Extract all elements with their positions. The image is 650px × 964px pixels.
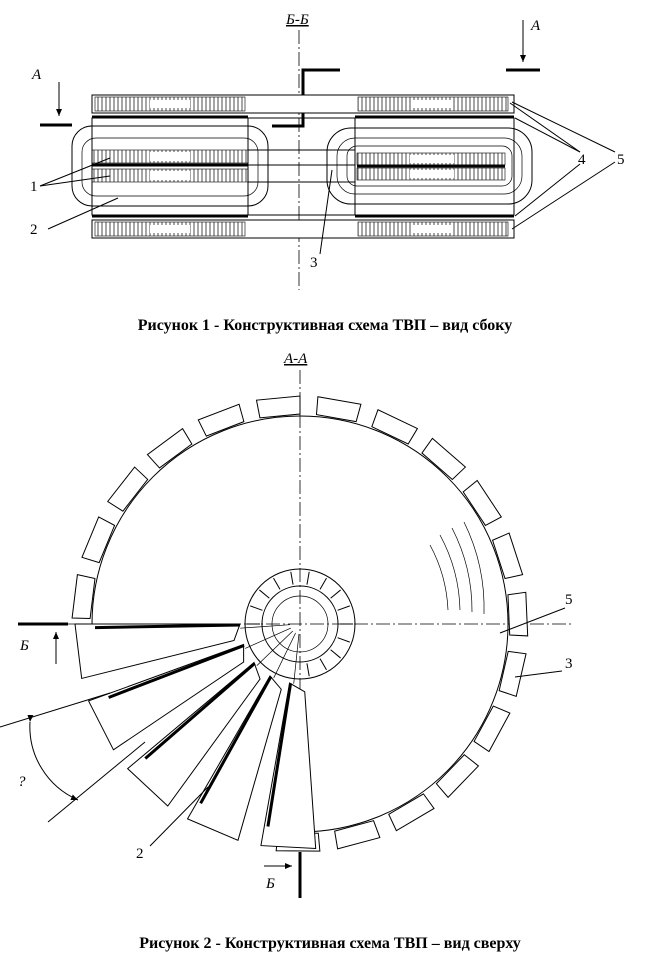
cut-label-b-left: Б	[20, 638, 29, 654]
hub-tooth	[250, 606, 262, 610]
hub-tooth	[307, 663, 309, 676]
rim-segment	[436, 755, 478, 798]
blade-spoke	[240, 625, 290, 628]
svg-text:4: 4	[578, 152, 586, 168]
svg-text:5: 5	[565, 592, 573, 608]
rim-segment	[499, 651, 526, 696]
hub-tooth	[274, 578, 281, 589]
figure-1-side-view	[30, 12, 625, 334]
svg-text:2: 2	[30, 222, 38, 238]
hub-tooth	[338, 638, 350, 642]
rim-segment	[256, 396, 300, 418]
figure-2-top-view	[0, 351, 573, 952]
blades	[75, 624, 316, 848]
rim-segment	[335, 821, 380, 849]
cut-arrow-b-bottom	[264, 852, 300, 898]
rim-segment	[72, 575, 95, 619]
hub-tooth	[320, 659, 327, 670]
view-label-a-left: А	[32, 67, 42, 83]
rim-segment	[508, 592, 528, 636]
view-arrow-a-right	[506, 18, 541, 70]
flow-arcs	[430, 522, 484, 614]
rim-segment	[493, 533, 523, 578]
hub-tooth	[307, 572, 309, 585]
svg-text:1: 1	[30, 179, 38, 195]
hub-tooth	[259, 590, 269, 598]
angle-label: ?	[18, 774, 26, 790]
svg-text:3: 3	[565, 656, 573, 672]
hub-tooth	[338, 606, 350, 610]
hub-tooth	[331, 650, 341, 658]
rim-segment	[316, 397, 360, 422]
hub-tooth	[291, 572, 293, 585]
cut-arrow-b-left	[18, 624, 68, 664]
view-arrow-a-left	[31, 67, 72, 125]
figure-1-caption: Рисунок 1 - Конструктивная схема ТВП – вид сбоку	[137, 317, 513, 334]
section-label-bb: Б-Б	[286, 12, 309, 28]
figure-2-caption: Рисунок 2 - Конструктивная схема ТВП – вид сверху	[139, 935, 521, 952]
hub-tooth	[320, 578, 327, 589]
svg-text:5: 5	[617, 152, 625, 168]
svg-text:3: 3	[310, 255, 318, 271]
blade-spoke	[294, 634, 299, 684]
svg-text:2: 2	[136, 846, 144, 862]
cut-label-b-bottom: Б	[266, 876, 275, 892]
callout-5	[512, 102, 625, 229]
view-label-a-right: А	[531, 18, 541, 34]
section-label-aa: А-А	[284, 351, 308, 367]
hub-tooth	[331, 590, 341, 598]
